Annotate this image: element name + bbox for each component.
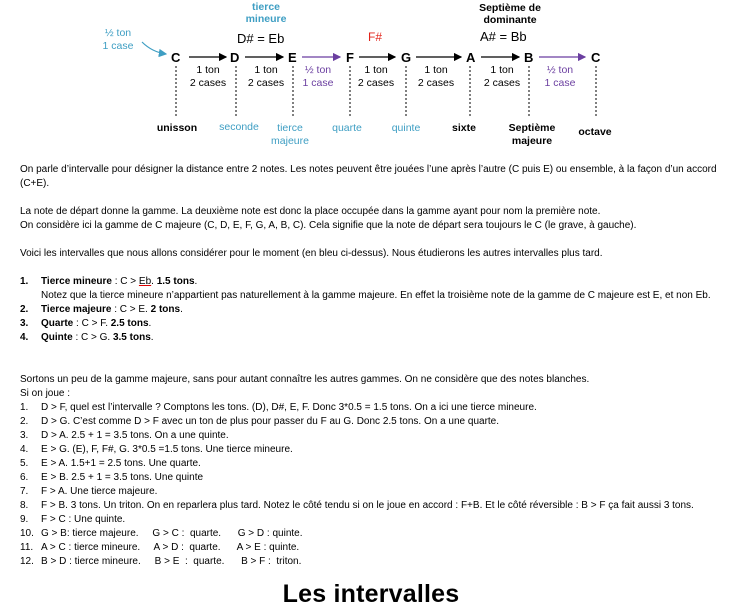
- step-tons: 1 ton: [490, 64, 514, 76]
- step-cases: 2 cases: [483, 77, 521, 89]
- list-number: 3.: [20, 430, 29, 441]
- step-g-a: [414, 64, 458, 90]
- step-cases: 2 cases: [417, 77, 455, 89]
- paragraph-si-on-joue: Si on joue :: [20, 388, 71, 399]
- list-text: E > B. 2.5 + 1 = 3.5 tons. Une quinte: [41, 472, 204, 483]
- list-item: [20, 541, 735, 555]
- step-tons: 1 ton: [196, 64, 220, 76]
- list-item: [20, 527, 735, 541]
- step-f-g: [354, 64, 398, 90]
- interval-tierce-majeure: tierce majeure: [271, 122, 309, 147]
- list-item: [20, 303, 735, 317]
- list-pre: : C > F.: [73, 318, 111, 329]
- sortons-paragraph: [20, 373, 735, 401]
- tierce-mineure-label: tierce mineure: [245, 1, 287, 25]
- gamme-paragraph: [20, 205, 735, 233]
- step-d-e: [244, 64, 288, 90]
- list-item: [20, 555, 735, 569]
- list-text: D > F, quel est l’intervalle ? Comptons les tons. (D), D#, E, F. Donc 3*0.5 = 1.5 tons. On a ici une tierce mineure.: [41, 402, 537, 413]
- step-c-d: [186, 64, 230, 90]
- list-tons: 2 tons: [150, 304, 181, 315]
- interval-unisson: unisson: [156, 122, 198, 134]
- list-item: [20, 415, 735, 429]
- step-cases: 2 cases: [189, 77, 227, 89]
- note-b: B: [524, 50, 534, 65]
- tierce-mineure-note: Notez que la tierce mineure n’appartient pas naturellement à la gamme majeure. En effet la troisième note de la gamme de C majeure est E, et non Eb.: [41, 290, 711, 301]
- halfton-top-left-label: ½ ton: [104, 27, 132, 39]
- list-item: [20, 275, 735, 303]
- list-extra: .: [150, 332, 154, 343]
- step-tons: ½ ton: [546, 64, 574, 76]
- list-item: [20, 499, 735, 513]
- list-text: F > C : Une quinte.: [41, 514, 126, 525]
- list-tons: 1.5 tons: [156, 276, 195, 287]
- note-a: A: [466, 50, 476, 65]
- list-name: Tierce mineure: [41, 276, 112, 287]
- list-number: 2.: [20, 304, 29, 315]
- step-tons: 1 ton: [424, 64, 448, 76]
- list-number: 6.: [20, 472, 29, 483]
- note-d: D: [230, 50, 240, 65]
- list-number: 10.: [20, 528, 34, 539]
- note-c-octave: C: [591, 50, 601, 65]
- note-f: F: [346, 50, 354, 65]
- list-text: F > A. Une tierce majeure.: [41, 486, 158, 497]
- list-extra: .: [180, 304, 183, 315]
- paragraph-intervalle: On parle d’intervalle pour désigner la distance entre 2 notes. Les notes peuvent être jouées l’une après l’autre (C puis E) ou ensemble, à la façon d’un accord (C+E).: [20, 164, 717, 189]
- list-name: Quarte: [41, 318, 74, 329]
- note-g: G: [401, 50, 412, 65]
- list-item: [20, 471, 735, 485]
- list-pre: : C >: [111, 276, 139, 287]
- interval-septieme-majeure: Septième majeure: [508, 122, 556, 147]
- step-a-b: [480, 64, 524, 90]
- interval-quinte: quinte: [391, 122, 421, 134]
- list-text: D > A. 2.5 + 1 = 3.5 tons. On a une quinte.: [41, 430, 229, 441]
- list-item: [20, 443, 735, 457]
- list-name: Tierce majeure: [41, 304, 112, 315]
- note-e: E: [288, 50, 297, 65]
- list-text: A > C : tierce mineure. A > D : quarte. A > E : quinte.: [41, 542, 300, 553]
- list-number: 7.: [20, 486, 29, 497]
- paragraph-gamme-2: On considère ici la gamme de C majeure (C, D, E, F, G, A, B, C). Cela signifie que la note de départ sera toujours le C (le grave, à gauche).: [20, 220, 637, 231]
- list-text: E > G. (E), F, F#, G. 3*0.5 =1.5 tons. Une tierce mineure.: [41, 444, 293, 455]
- step-cases: 1 case: [302, 77, 334, 89]
- list-number: 1.: [20, 402, 29, 413]
- list-text: D > G. C’est comme D > F avec un ton de plus pour passer du F au G. Donc 2.5 tons. On a une quarte.: [41, 416, 500, 427]
- list-item: [20, 317, 735, 331]
- halfton-top-left: [98, 27, 138, 53]
- list-number: 12.: [20, 556, 34, 567]
- list-text: B > D : tierce mineure. B > E : quarte. B > F : triton.: [41, 556, 302, 567]
- list-number: 4.: [20, 444, 29, 455]
- list-text: E > A. 1.5+1 = 2.5 tons. Une quarte.: [41, 458, 201, 469]
- step-tons: 1 ton: [364, 64, 388, 76]
- d-sharp-equivalence: D# = Eb: [237, 31, 285, 46]
- step-cases: 2 cases: [357, 77, 395, 89]
- interval-sixte: sixte: [452, 122, 476, 134]
- list-extra: .: [148, 318, 152, 329]
- list-item: [20, 401, 735, 415]
- list-pre: : C > E.: [111, 304, 151, 315]
- list-tons: 2.5 tons: [110, 318, 149, 329]
- intro-paragraph: [20, 163, 735, 191]
- list-number: 3.: [20, 318, 29, 329]
- paragraph-considered: Voici les intervalles que nous allons considérer pour le moment (en bleu ci-dessus). Nous étudierons les autres intervalles plus tard.: [20, 248, 603, 259]
- halfton-top-left-case: 1 case: [102, 40, 134, 52]
- list-number: 5.: [20, 458, 29, 469]
- interval-octave: octave: [578, 126, 612, 138]
- halfton-curve-arrow: [142, 42, 166, 54]
- intervals-diagram: [0, 0, 742, 150]
- septieme-dominante-label: Septième de dominante: [479, 2, 541, 26]
- list-item: [20, 331, 735, 345]
- list-item: [20, 485, 735, 499]
- list-number: 4.: [20, 332, 29, 343]
- list-number: 2.: [20, 416, 29, 427]
- step-e-f: [298, 64, 338, 90]
- list-text: G > B: tierce majeure. G > C : quarte. G > D : quinte.: [41, 528, 303, 539]
- note-c: C: [171, 50, 181, 65]
- list-name: Quinte: [41, 332, 73, 343]
- page-title: Les intervalles: [282, 580, 460, 608]
- list-item: [20, 429, 735, 443]
- f-sharp-label: F#: [368, 30, 383, 44]
- list-number: 8.: [20, 500, 29, 511]
- a-sharp-equivalence: A# = Bb: [480, 29, 527, 44]
- list-number: 11.: [20, 542, 34, 553]
- paragraph-sortons: Sortons un peu de la gamme majeure, sans pour autant connaître les autres gammes. On ne considère que des notes blanches.: [20, 374, 590, 385]
- list-number: 1.: [20, 276, 29, 287]
- list-tons: 3.5 tons: [112, 332, 151, 343]
- interval-list: [20, 275, 735, 345]
- considered-paragraph: [20, 247, 735, 261]
- list-extra: .: [194, 276, 198, 287]
- paragraph-gamme-1: La note de départ donne la gamme. La deuxième note est donc la place occupée dans la gamme ayant pour nom la première note.: [20, 206, 601, 217]
- list-number: 9.: [20, 514, 29, 525]
- list-pre: : C > G.: [72, 332, 113, 343]
- step-tons: ½ ton: [304, 64, 332, 76]
- list-text: F > B. 3 tons. Un triton. On en reparlera plus tard. Notez le côté tendu si on le joue en accord : F+B. Et le côté réversible : B > F ça fait aussi 3 tons.: [41, 500, 694, 511]
- list-item: [20, 513, 735, 527]
- step-cases: 1 case: [544, 77, 576, 89]
- step-cases: 2 cases: [247, 77, 285, 89]
- step-b-c: [540, 64, 580, 90]
- examples-list: [20, 401, 735, 569]
- step-tons: 1 ton: [254, 64, 278, 76]
- list-item: [20, 457, 735, 471]
- list-post: .: [151, 276, 157, 287]
- interval-quarte: quarte: [332, 122, 362, 134]
- interval-seconde: seconde: [219, 121, 259, 133]
- eb-term: Eb: [138, 276, 152, 287]
